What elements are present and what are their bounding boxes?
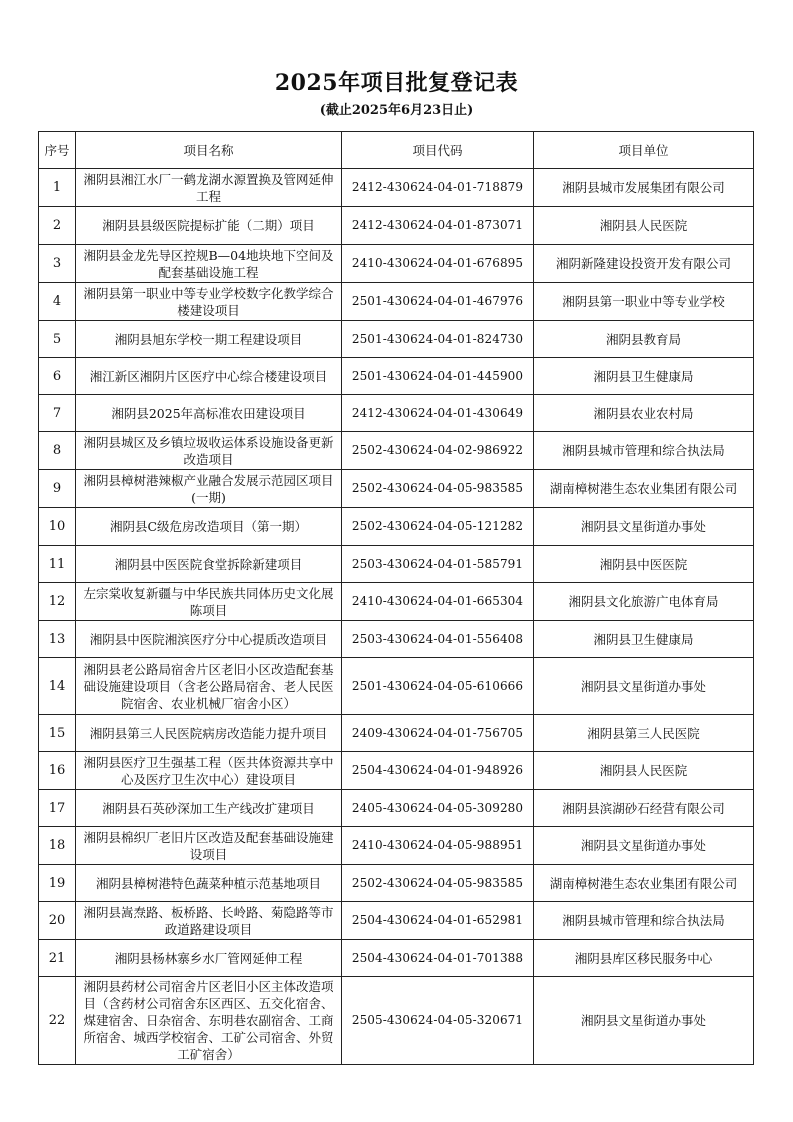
cell-project-code: 2503-430624-04-01-585791: [342, 546, 534, 583]
cell-project-code: 2410-430624-04-01-665304: [342, 583, 534, 621]
table-row: [39, 283, 754, 321]
cell-serial-no: 6: [39, 358, 76, 395]
cell-project-name: 湘阴县城区及乡镇垃圾收运体系设施设备更新改造项目: [76, 432, 342, 470]
cell-project-code: 2501-430624-04-05-610666: [342, 658, 534, 715]
cell-project-name: 湘阴县石英砂深加工生产线改扩建项目: [76, 790, 342, 827]
cell-serial-no: 18: [39, 827, 76, 865]
table-row: [39, 207, 754, 245]
cell-project-unit: 湘阴县人民医院: [534, 207, 754, 245]
cell-project-unit: 湘阴县库区移民服务中心: [534, 940, 754, 977]
page-title: 2025年项目批复登记表: [274, 70, 519, 96]
table-row: [39, 395, 754, 432]
cell-serial-no: 22: [39, 977, 76, 1065]
table-row: [39, 508, 754, 546]
cell-project-code: 2405-430624-04-05-309280: [342, 790, 534, 827]
cell-project-name: 湘阴县嵩焘路、板桥路、长岭路、菊隐路等市政道路建设项目: [76, 902, 342, 940]
header-serial-no: 序号: [39, 132, 76, 169]
cell-project-unit: 湘阴县文星街道办事处: [534, 508, 754, 546]
cell-project-code: 2504-430624-04-01-652981: [342, 902, 534, 940]
cell-serial-no: 12: [39, 583, 76, 621]
cell-project-name: 湘阴县C级危房改造项目（第一期）: [76, 508, 342, 546]
table-row: [39, 358, 754, 395]
cell-serial-no: 21: [39, 940, 76, 977]
cell-project-name: 湘阴县2025年高标准农田建设项目: [76, 395, 342, 432]
cell-serial-no: 11: [39, 546, 76, 583]
cell-serial-no: 13: [39, 621, 76, 658]
cell-project-unit: 湘阴县文化旅游广电体育局: [534, 583, 754, 621]
table-row: [39, 977, 754, 1065]
header-project-unit: 项目单位: [534, 132, 754, 169]
cell-project-unit: 湘阴县第三人民医院: [534, 715, 754, 752]
cell-project-unit: 湘阴县滨湖砂石经营有限公司: [534, 790, 754, 827]
project-register-table: [38, 131, 754, 1065]
cell-project-code: 2503-430624-04-01-556408: [342, 621, 534, 658]
cell-serial-no: 4: [39, 283, 76, 321]
cell-project-unit: 湘阴县卫生健康局: [534, 621, 754, 658]
table-row: [39, 470, 754, 508]
cell-project-name: 湘阴县第一职业中等专业学校数字化教学综合楼建设项目: [76, 283, 342, 321]
cell-project-name: 湘阴县金龙先导区控规B—04地块地下空间及配套基础设施工程: [76, 245, 342, 283]
cell-project-name: 湘阴县湘江水厂一鹤龙湖水源置换及管网延伸工程: [76, 169, 342, 207]
cell-project-code: 2504-430624-04-01-701388: [342, 940, 534, 977]
table-header-row: [39, 132, 754, 169]
cell-project-unit: 湘阴县人民医院: [534, 752, 754, 790]
cell-project-unit: 湘阴县农业农村局: [534, 395, 754, 432]
cell-project-code: 2412-430624-04-01-718879: [342, 169, 534, 207]
cell-project-name: 湘阴县中医院湘滨医疗分中心提质改造项目: [76, 621, 342, 658]
table-row: [39, 583, 754, 621]
cell-project-code: 2502-430624-04-05-121282: [342, 508, 534, 546]
table-row: [39, 940, 754, 977]
cell-serial-no: 14: [39, 658, 76, 715]
cell-project-unit: 湘阴县城市管理和综合执法局: [534, 902, 754, 940]
cell-project-name: 左宗棠收复新疆与中华民族共同体历史文化展陈项目: [76, 583, 342, 621]
cell-project-name: 湘阴县第三人民医院病房改造能力提升项目: [76, 715, 342, 752]
page-subtitle: (截止2025年6月23日止): [319, 103, 474, 118]
cell-project-code: 2502-430624-04-02-986922: [342, 432, 534, 470]
cell-project-unit: 湘阴新隆建设投资开发有限公司: [534, 245, 754, 283]
cell-project-unit: 湖南樟树港生态农业集团有限公司: [534, 470, 754, 508]
table-row: [39, 790, 754, 827]
cell-project-unit: 湘阴县文星街道办事处: [534, 658, 754, 715]
cell-project-unit: 湘阴县教育局: [534, 321, 754, 358]
cell-project-code: 2410-430624-04-01-676895: [342, 245, 534, 283]
cell-project-code: 2412-430624-04-01-873071: [342, 207, 534, 245]
cell-serial-no: 17: [39, 790, 76, 827]
cell-serial-no: 2: [39, 207, 76, 245]
cell-project-code: 2409-430624-04-01-756705: [342, 715, 534, 752]
cell-project-name: 湘阴县医疗卫生强基工程（医共体资源共享中心及医疗卫生次中心）建设项目: [76, 752, 342, 790]
cell-project-name: 湘阴县樟树港辣椒产业融合发展示范园区项目(一期): [76, 470, 342, 508]
table-row: [39, 715, 754, 752]
cell-serial-no: 7: [39, 395, 76, 432]
cell-project-unit: 湖南樟树港生态农业集团有限公司: [534, 865, 754, 902]
cell-serial-no: 20: [39, 902, 76, 940]
table-row: [39, 827, 754, 865]
cell-serial-no: 3: [39, 245, 76, 283]
table-row: [39, 865, 754, 902]
cell-project-name: 湘阴县县级医院提标扩能（二期）项目: [76, 207, 342, 245]
cell-project-unit: 湘阴县文星街道办事处: [534, 827, 754, 865]
cell-project-code: 2410-430624-04-05-988951: [342, 827, 534, 865]
table-row: [39, 546, 754, 583]
cell-serial-no: 15: [39, 715, 76, 752]
cell-serial-no: 5: [39, 321, 76, 358]
header-project-code: 项目代码: [342, 132, 534, 169]
cell-project-name: 湘江新区湘阴片区医疗中心综合楼建设项目: [76, 358, 342, 395]
table-row: [39, 621, 754, 658]
cell-project-code: 2504-430624-04-01-948926: [342, 752, 534, 790]
cell-project-unit: 湘阴县城市管理和综合执法局: [534, 432, 754, 470]
table-row: [39, 752, 754, 790]
cell-project-unit: 湘阴县城市发展集团有限公司: [534, 169, 754, 207]
cell-project-code: 2502-430624-04-05-983585: [342, 865, 534, 902]
table-row: [39, 169, 754, 207]
cell-project-name: 湘阴县旭东学校一期工程建设项目: [76, 321, 342, 358]
cell-project-name: 湘阴县樟树港特色蔬菜种植示范基地项目: [76, 865, 342, 902]
cell-project-code: 2501-430624-04-01-824730: [342, 321, 534, 358]
cell-project-name: 湘阴县老公路局宿舍片区老旧小区改造配套基础设施建设项目（含老公路局宿舍、老人民医院宿舍、农业机械厂宿舍小区）: [76, 658, 342, 715]
table-row: [39, 658, 754, 715]
cell-project-unit: 湘阴县第一职业中等专业学校: [534, 283, 754, 321]
cell-project-unit: 湘阴县卫生健康局: [534, 358, 754, 395]
cell-project-name: 湘阴县药材公司宿舍片区老旧小区主体改造项目（含药材公司宿舍东区西区、五交化宿舍、煤建宿舍、日杂宿舍、东明巷农副宿舍、工商所宿舍、城西学校宿舍、工矿公司宿舍、外贸工矿宿舍）: [76, 977, 342, 1065]
cell-serial-no: 16: [39, 752, 76, 790]
table-row: [39, 245, 754, 283]
cell-project-name: 湘阴县棉织厂老旧片区改造及配套基础设施建设项目: [76, 827, 342, 865]
table-row: [39, 902, 754, 940]
header-project-name: 项目名称: [76, 132, 342, 169]
cell-serial-no: 8: [39, 432, 76, 470]
cell-project-code: 2501-430624-04-01-467976: [342, 283, 534, 321]
cell-serial-no: 9: [39, 470, 76, 508]
cell-project-code: 2505-430624-04-05-320671: [342, 977, 534, 1065]
table-row: [39, 432, 754, 470]
cell-serial-no: 19: [39, 865, 76, 902]
cell-project-name: 湘阴县杨林寨乡水厂管网延伸工程: [76, 940, 342, 977]
cell-serial-no: 10: [39, 508, 76, 546]
cell-project-unit: 湘阴县文星街道办事处: [534, 977, 754, 1065]
cell-project-unit: 湘阴县中医医院: [534, 546, 754, 583]
cell-project-name: 湘阴县中医医院食堂拆除新建项目: [76, 546, 342, 583]
cell-serial-no: 1: [39, 169, 76, 207]
table-row: [39, 321, 754, 358]
cell-project-code: 2412-430624-04-01-430649: [342, 395, 534, 432]
cell-project-code: 2501-430624-04-01-445900: [342, 358, 534, 395]
cell-project-code: 2502-430624-04-05-983585: [342, 470, 534, 508]
